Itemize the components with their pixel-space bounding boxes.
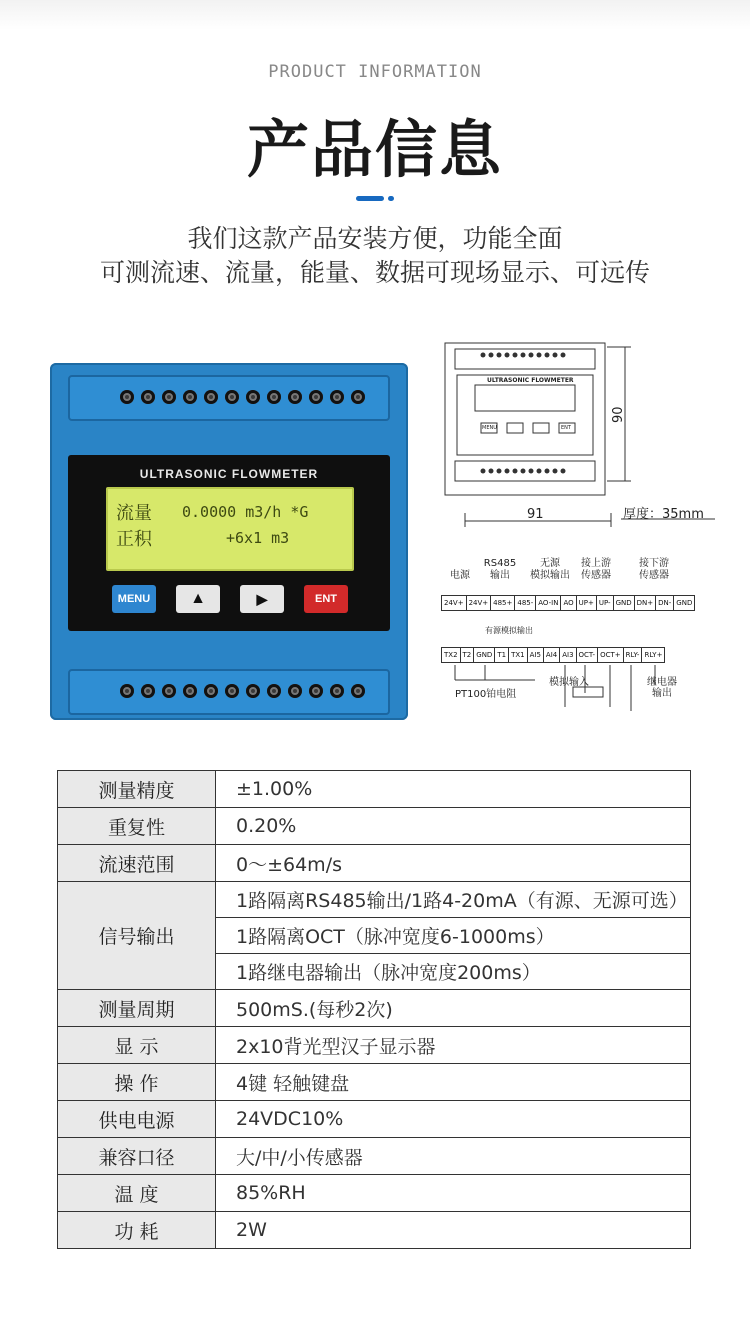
screw-icon — [309, 684, 323, 698]
lcd-display — [106, 487, 354, 571]
intro-line-2: 可测流速、流量，能量、数据可现场显示、可远传 — [99, 258, 650, 287]
spec-value: 24VDC10% — [216, 1101, 691, 1138]
terminal-cell: TX2 — [441, 647, 461, 663]
terminal-cell: AO-IN — [535, 595, 561, 611]
screw-icon — [141, 390, 155, 404]
screw-icon — [267, 390, 281, 404]
table-row — [58, 1101, 691, 1138]
flowmeter-device-image — [50, 363, 408, 720]
spec-key: 功 耗 — [58, 1212, 216, 1249]
spec-value: 85%RH — [216, 1175, 691, 1212]
screw-icon — [225, 684, 239, 698]
terminal-cell: RLY+ — [641, 647, 665, 663]
screw-icon — [351, 390, 365, 404]
device-brand-label: ULTRASONIC FLOWMETER — [139, 467, 319, 481]
group-label-downstream: 接下游 传感器 — [639, 558, 669, 581]
ent-button: ENT — [304, 585, 348, 613]
top-screw-row — [120, 390, 365, 404]
spec-key: 温 度 — [58, 1175, 216, 1212]
wiring-diagram — [425, 335, 735, 735]
terminal-cell: 485- — [514, 595, 536, 611]
group-label-power: 电源 — [450, 570, 470, 581]
screw-icon — [204, 390, 218, 404]
screw-icon — [288, 390, 302, 404]
diagram-box-title: ULTRASONIC FLOWMETER — [487, 377, 574, 384]
group-label-upstream: 接上游 传感器 — [581, 558, 611, 581]
screw-icon — [183, 390, 197, 404]
table-row — [58, 990, 691, 1027]
top-terminal-rail — [68, 375, 390, 421]
screw-icon — [162, 684, 176, 698]
terminal-cell: 24V+ — [441, 595, 467, 611]
up-arrow-icon: ▲ — [176, 585, 220, 613]
spec-key: 信号输出 — [58, 882, 216, 990]
terminal-cell: DN+ — [634, 595, 657, 611]
terminal-cell: AI3 — [559, 647, 576, 663]
terminal-cell: T2 — [460, 647, 475, 663]
spec-key: 测量周期 — [58, 990, 216, 1027]
screw-icon — [246, 684, 260, 698]
table-row — [58, 1027, 691, 1064]
group-label-passive-analog: 无源 模拟输出 — [530, 558, 570, 581]
intro-line-1: 我们这款产品安装方便，功能全面 — [187, 224, 563, 253]
spec-table — [57, 770, 691, 1249]
device-front-panel — [68, 455, 390, 631]
spec-value: ±1.00% — [216, 771, 691, 808]
terminal-row-top — [441, 595, 694, 611]
terminal-cell: GND — [673, 595, 695, 611]
section-title: 产品信息 — [246, 113, 503, 186]
terminal-cell: OCT+ — [597, 647, 624, 663]
spec-value: 4键 轻触键盘 — [216, 1064, 691, 1101]
terminal-cell: DN- — [655, 595, 674, 611]
screw-icon — [225, 390, 239, 404]
diagram-menu-btn: MENU — [482, 425, 497, 431]
lcd-value-total: +6x1 m3 — [226, 529, 290, 547]
terminal-row-bottom — [441, 647, 664, 663]
screw-icon — [120, 390, 134, 404]
terminal-group-labels — [441, 560, 711, 596]
table-row — [58, 771, 691, 808]
table-row — [58, 1212, 691, 1249]
spec-value: 500mS.(每秒2次) — [216, 990, 691, 1027]
terminal-cell: AI5 — [527, 647, 544, 663]
spec-key: 供电电源 — [58, 1101, 216, 1138]
menu-button: MENU — [112, 585, 156, 613]
analog-input-note: 模拟输入 — [549, 677, 589, 688]
terminal-cell: GND — [473, 647, 495, 663]
active-analog-note: 有源模拟输出 — [485, 626, 533, 635]
screw-icon — [120, 684, 134, 698]
terminal-cell: 485+ — [490, 595, 515, 611]
group-label-rs485: RS485 输出 — [483, 558, 517, 581]
section-subtitle-en: PRODUCT INFORMATION — [268, 62, 482, 82]
terminal-cell: TX1 — [508, 647, 528, 663]
terminal-cell: 24V+ — [466, 595, 492, 611]
screw-icon — [351, 684, 365, 698]
right-arrow-icon: ▶ — [240, 585, 284, 613]
table-row — [58, 1175, 691, 1212]
intro-text — [0, 222, 750, 290]
terminal-cell: UP+ — [576, 595, 597, 611]
lcd-label-total: 正积 — [116, 529, 152, 550]
screw-icon — [246, 390, 260, 404]
terminal-cell: UP- — [596, 595, 614, 611]
spec-key: 兼容口径 — [58, 1138, 216, 1175]
spec-value: 2x10背光型汉子显示器 — [216, 1027, 691, 1064]
spec-key: 重复性 — [58, 808, 216, 845]
spec-value: 1路继电器输出（脉冲宽度200ms） — [216, 954, 691, 990]
screw-icon — [267, 684, 281, 698]
lcd-label-flow: 流量 — [116, 503, 152, 524]
screw-icon — [204, 684, 218, 698]
lcd-value-flow: 0.0000 m3/h *G — [182, 503, 309, 521]
spec-value: 2W — [216, 1212, 691, 1249]
spec-value: 1路隔离RS485输出/1路4-20mA（有源、无源可选） — [216, 882, 691, 918]
thickness-note: 厚度：35mm — [623, 507, 704, 522]
screw-icon — [309, 390, 323, 404]
accent-bar — [356, 196, 384, 201]
bottom-screw-row — [120, 684, 365, 698]
screw-icon — [162, 390, 176, 404]
diagram-ent-btn: ENT — [561, 425, 571, 431]
spec-value: 0.20% — [216, 808, 691, 845]
accent-dot — [388, 196, 394, 201]
table-row — [58, 1064, 691, 1101]
screw-icon — [141, 684, 155, 698]
spec-key: 显 示 — [58, 1027, 216, 1064]
table-row — [58, 882, 691, 918]
spec-key: 流速范围 — [58, 845, 216, 882]
terminal-cell: OCT- — [576, 647, 599, 663]
terminal-cell: AO — [560, 595, 576, 611]
terminal-cell: RLY- — [623, 647, 643, 663]
relay-output-note: 继电器 输出 — [647, 677, 677, 699]
screw-icon — [330, 390, 344, 404]
screw-icon — [288, 684, 302, 698]
pt100-note: PT100铂电阻 — [455, 689, 517, 700]
terminal-cell: GND — [613, 595, 635, 611]
spec-key: 操 作 — [58, 1064, 216, 1101]
table-row — [58, 808, 691, 845]
spec-value: 1路隔离OCT（脉冲宽度6-1000ms） — [216, 918, 691, 954]
terminal-cell: T1 — [494, 647, 509, 663]
dimension-height: 90 — [611, 406, 626, 423]
spec-key: 测量精度 — [58, 771, 216, 808]
screw-icon — [330, 684, 344, 698]
bottom-terminal-rail — [68, 669, 390, 715]
spec-value: 大/中/小传感器 — [216, 1138, 691, 1175]
dimension-width: 91 — [527, 507, 544, 522]
spec-value: 0～±64m/s — [216, 845, 691, 882]
table-row — [58, 845, 691, 882]
screw-icon — [183, 684, 197, 698]
terminal-cell: AI4 — [543, 647, 560, 663]
table-row — [58, 1138, 691, 1175]
